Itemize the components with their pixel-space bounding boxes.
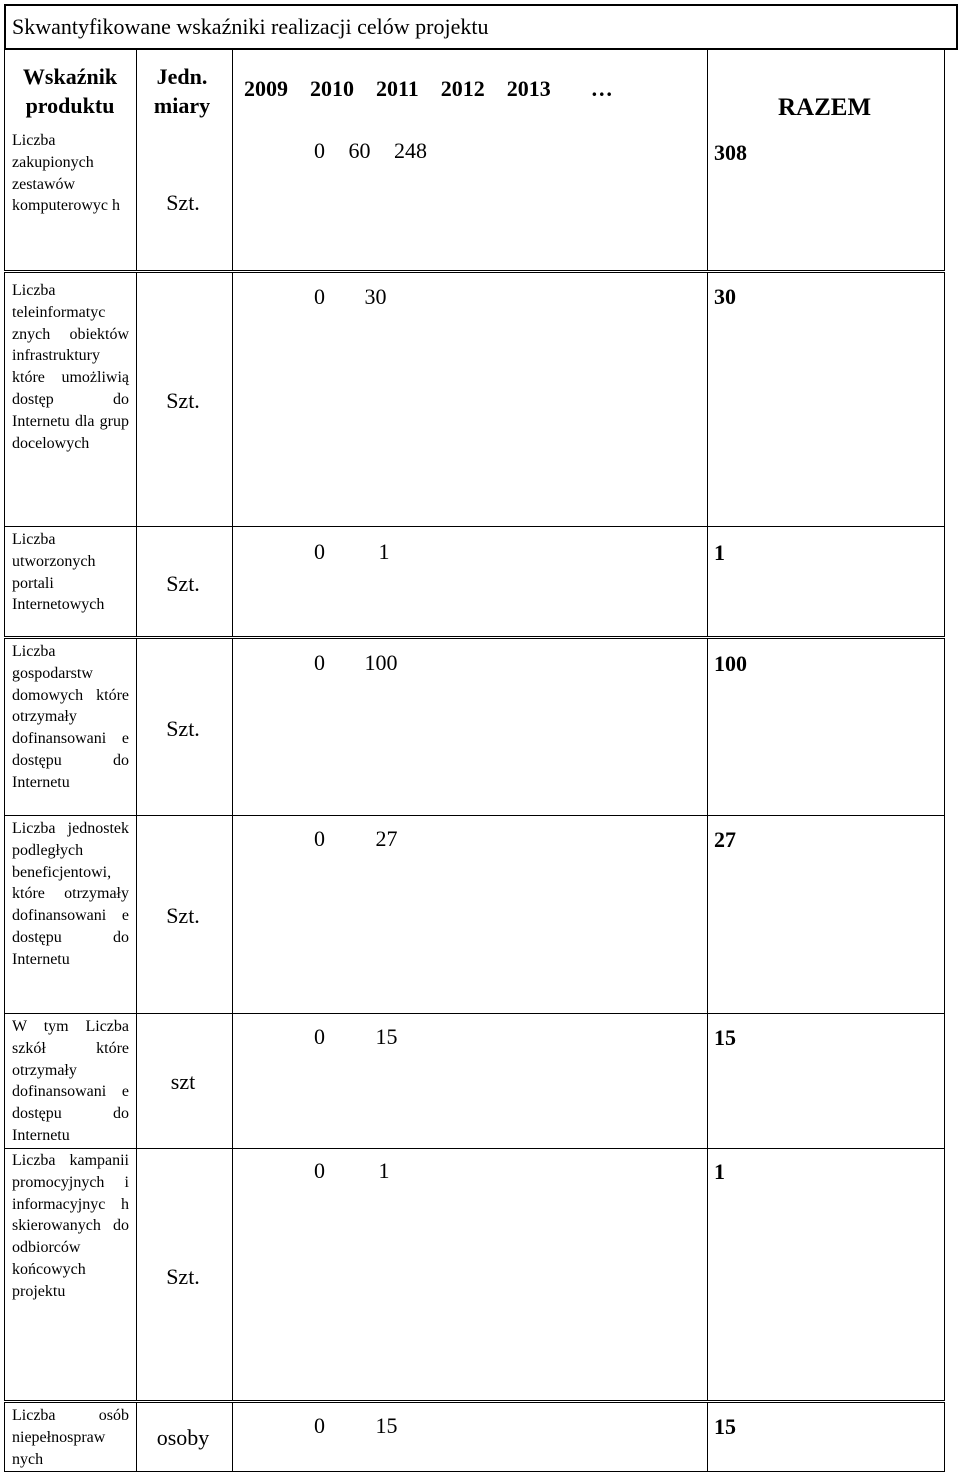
indicator-name: Liczba jednostek podległych beneficjentowi, które otrzymały dofinansowani e dostępu do Internetu — [12, 820, 129, 968]
indicator-name: Liczba gospodarstw domowych które otrzymały dofinansowani e dostępu do Internetu — [12, 643, 129, 791]
year-values: 0 60 248 — [314, 138, 427, 163]
year-label: 2010 — [310, 76, 354, 101]
year-values: 0 30 — [314, 284, 387, 309]
unit-cell: osoby — [156, 1425, 210, 1450]
unit-cell: Szt. — [166, 1264, 200, 1289]
unit-cell: Szt. — [166, 388, 200, 413]
year-values: 0 15 — [314, 1413, 398, 1438]
table-title: Skwantyfikowane wskaźniki realizacji celów projektu — [12, 14, 489, 39]
total-cell: 30 — [714, 284, 736, 309]
indicator-name: Liczba kampanii promocyjnych i informacyjnyc h skierowanych do odbiorców końcowych projektu — [12, 1152, 129, 1300]
unit-cell: Szt. — [166, 716, 200, 741]
total-cell: 100 — [714, 651, 747, 676]
year-label: 2009 — [244, 76, 288, 101]
year-values: 0 1 — [314, 539, 390, 564]
year-label: 2011 — [376, 76, 419, 101]
year-values: 0 27 — [314, 826, 398, 851]
header-unit: Jedn. miary — [153, 64, 211, 118]
total-cell: 308 — [714, 140, 747, 165]
total-cell: 1 — [714, 540, 725, 565]
unit-cell: szt — [170, 1069, 196, 1094]
header-years — [244, 76, 635, 102]
total-cell: 15 — [714, 1025, 736, 1050]
header-indicator: Wskaźnik produktu — [22, 64, 118, 118]
year-label: 2012 — [440, 76, 485, 101]
year-values: 0 1 — [314, 1158, 390, 1183]
year-label: … — [590, 76, 613, 101]
indicator-name: Liczba osób niepełnospraw nych — [12, 1407, 129, 1468]
total-cell: 27 — [714, 827, 736, 852]
total-cell: 1 — [714, 1159, 725, 1184]
year-values: 0 15 — [314, 1024, 398, 1049]
unit-cell: Szt. — [166, 190, 200, 215]
indicator-name: W tym Liczba szkół które otrzymały dofinansowani e dostępu do Internetu — [12, 1018, 129, 1144]
unit-cell: Szt. — [166, 571, 200, 596]
indicator-name: Liczba utworzonych portali Internetowych — [12, 531, 105, 614]
header-total: RAZEM — [778, 94, 872, 121]
unit-cell: Szt. — [166, 903, 200, 928]
year-values: 0 100 — [314, 650, 398, 675]
year-label: 2013 — [506, 76, 551, 101]
indicator-name: Liczba teleinformatyc znych obiektów infrastruktury które umożliwią dostęp do Internetu dla grup docelowych — [12, 282, 129, 452]
indicator-name: Liczba zakupionych zestawów komputerowyc h — [12, 132, 120, 215]
total-cell: 15 — [714, 1414, 736, 1439]
